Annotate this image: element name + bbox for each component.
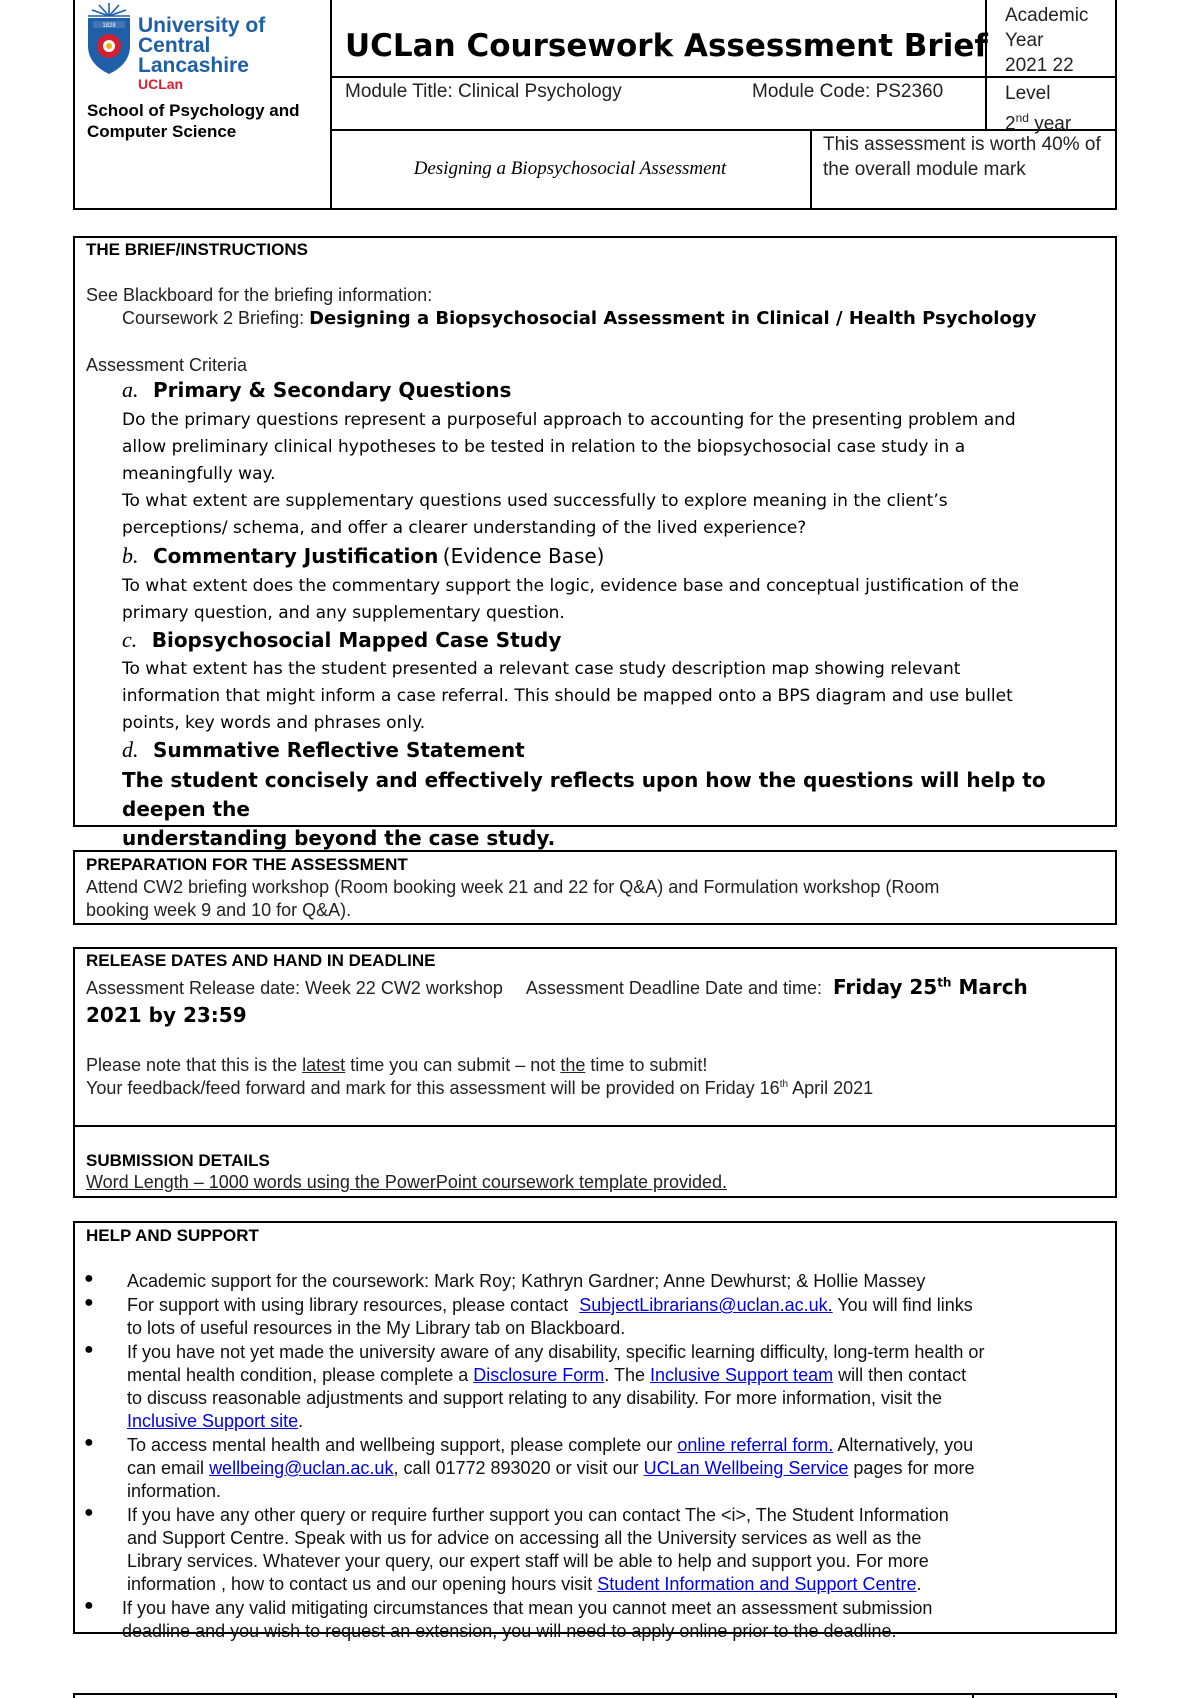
bullet-icon: ●: [84, 1597, 94, 1614]
level-suffix: year: [1034, 113, 1072, 135]
help-text: mental health condition, please complete a: [127, 1365, 469, 1385]
help-text: To access mental health and wellbeing support, please complete our: [127, 1435, 673, 1455]
help-text: You will find links: [837, 1295, 973, 1315]
preparation-line: booking week 9 and 10 for Q&A).: [86, 900, 352, 920]
next-table-border: [972, 1693, 974, 1698]
criterion-letter: b.: [122, 543, 139, 568]
criterion-line: allow preliminary clinical hypotheses to be tested in relation to the biopsychosocial case study in a: [122, 437, 966, 457]
inclusive-support-site-link[interactable]: Inclusive Support site: [127, 1411, 299, 1431]
help-heading: HELP AND SUPPORT: [86, 1226, 259, 1245]
header-divider: [330, 76, 1117, 78]
criterion-title: Biopsychosocial Mapped Case Study: [151, 628, 562, 652]
help-text: If you have any other query or require further support you can contact The <i>, The Student Information: [127, 1505, 949, 1525]
disclosure-form-link[interactable]: Disclosure Form: [473, 1365, 605, 1385]
preparation-heading: PREPARATION FOR THE ASSESSMENT: [86, 855, 408, 874]
feedback-sup: th: [779, 1079, 789, 1090]
deadline-post: March: [958, 975, 1028, 999]
header-divider: [985, 0, 987, 130]
criterion-title-extra: (Evidence Base): [442, 544, 605, 568]
academic-year: [1005, 3, 1115, 78]
logo-name-line2: Central Lancashire: [138, 34, 249, 77]
online-referral-form-link[interactable]: online referral form.: [677, 1435, 834, 1455]
criterion-line: points, key words and phrases only.: [122, 713, 426, 733]
deadline-line2: 2021 by 23:59: [86, 1003, 247, 1027]
bullet-icon: ●: [84, 1434, 94, 1451]
note-latest: latest: [302, 1055, 346, 1075]
note-text: time you can submit – not: [350, 1055, 556, 1075]
note-the: the: [560, 1055, 586, 1075]
criterion-a-heading: [122, 377, 511, 403]
criterion-title: Primary & Secondary Questions: [152, 378, 512, 402]
criterion-title: Commentary Justification: [152, 544, 439, 568]
module-code-label: Module Code:: [752, 81, 871, 102]
criterion-letter: a.: [122, 377, 139, 402]
help-text: Library services. Whatever your query, our expert staff will be able to help and support you. For more: [127, 1551, 929, 1571]
help-item: [127, 1270, 1095, 1293]
submission-heading: SUBMISSION DETAILS: [86, 1151, 270, 1170]
inclusive-support-team-link[interactable]: Inclusive Support team: [649, 1365, 834, 1385]
help-text: Alternatively, you: [837, 1435, 974, 1455]
help-item: If you have not yet made the university aware of any disability, specific learning difficulty, long-term health or mental health condition, please complete a Disclosure Form. The Inclusive Support team will then contact to discuss reasonable adjustments and support relating to any disability. For more information, visit the Inclusive Support site.: [127, 1341, 1095, 1433]
criterion-line: To what extent are supplementary questions used successfully to explore meaning in the client’s: [122, 491, 948, 511]
next-table-border: [1115, 1693, 1117, 1698]
help-item: [122, 1597, 1090, 1643]
criterion-letter: c.: [122, 627, 138, 652]
bullet-icon: ●: [84, 1504, 94, 1521]
module-code: [752, 81, 943, 103]
feedback-date: [86, 1078, 873, 1099]
deadline-label: Assessment Deadline Date and time:: [525, 978, 823, 998]
bullet-icon: ●: [84, 1270, 94, 1287]
criterion-a-body: [122, 407, 1102, 542]
criterion-title: Summative Reflective Statement: [152, 738, 525, 762]
help-text: will then contact: [838, 1365, 967, 1385]
level: [1005, 81, 1071, 136]
help-text: and Support Centre. Speak with us for advice on accessing all the University services as well as the: [127, 1528, 922, 1548]
help-text: deadline and you wish to request an extension, you will need to apply online prior to the deadline.: [122, 1621, 897, 1641]
help-text: pages for more: [853, 1458, 975, 1478]
release-divider: [73, 1125, 1117, 1127]
preparation-text: [86, 876, 1106, 922]
help-text: If you have not yet made the university aware of any disability, specific learning difficulty, long-term health or: [127, 1342, 985, 1362]
help-text: information.: [127, 1481, 222, 1501]
note-text: time to submit!: [590, 1055, 708, 1075]
deadline-sup: th: [937, 975, 952, 990]
crest-icon: [84, 2, 134, 76]
logo-short: UCLan: [138, 76, 184, 92]
see-blackboard: See Blackboard for the briefing information:: [86, 285, 433, 305]
note-text: Please note that this is the: [86, 1055, 298, 1075]
feedback-text: April 2021: [792, 1078, 874, 1098]
help-text: to lots of useful resources in the My Library tab on Blackboard.: [127, 1318, 626, 1338]
help-text: to discuss reasonable adjustments and support relating to any disability. For more information, visit the: [127, 1388, 943, 1408]
student-info-centre-link[interactable]: Student Information and Support Centre: [597, 1574, 917, 1594]
criterion-letter: d.: [122, 737, 139, 762]
level-label: Level: [1005, 83, 1051, 104]
module-title-label: Module Title:: [345, 81, 453, 102]
crest-year: 1828: [102, 23, 116, 29]
criterion-d-body: [122, 766, 1102, 853]
bullet-icon: ●: [84, 1294, 94, 1311]
help-text: can email: [127, 1458, 205, 1478]
page-title: UCLan Coursework Assessment Brief: [345, 28, 988, 64]
academic-year-label: Academic Year: [1005, 5, 1089, 51]
assessment-worth: This assessment is worth 40% of the overall module mark: [823, 134, 1101, 180]
release-heading: RELEASE DATES AND HAND IN DEADLINE: [86, 951, 436, 970]
preparation-line: Attend CW2 briefing workshop (Room booking week 21 and 22 for Q&A) and Formulation workshop (Room: [86, 877, 940, 897]
uclan-logo: [84, 2, 324, 92]
briefing-title: Designing a Biopsychosocial Assessment in Clinical / Health Psychology: [309, 308, 1037, 329]
help-text: , call 01772 893020 or visit our: [393, 1458, 639, 1478]
level-sup: nd: [1015, 111, 1029, 125]
criterion-line: perceptions/ schema, and offer a clearer understanding of the lived experience?: [122, 518, 807, 538]
help-text: If you have any valid mitigating circumstances that mean you cannot meet an assessment submission: [122, 1598, 933, 1618]
criterion-line: To what extent does the commentary support the logic, evidence base and conceptual justification of the: [122, 576, 1020, 596]
deadline-note: [86, 1055, 707, 1076]
criterion-line: primary question, and any supplementary question.: [122, 603, 565, 623]
assessment-title: Designing a Biopsychosocial Assessment: [413, 158, 727, 179]
school-name: School of Psychology and Computer Science: [87, 101, 300, 141]
help-item: [127, 1294, 1095, 1340]
wellbeing-service-link[interactable]: UCLan Wellbeing Service: [643, 1458, 849, 1478]
module-title-value: Clinical Psychology: [458, 81, 622, 102]
criterion-c-body: [122, 656, 1102, 737]
deadline-value: [833, 975, 1028, 999]
header-divider: [330, 129, 1117, 131]
help-item: [127, 1434, 1095, 1503]
criterion-b-heading: [122, 543, 604, 569]
criteria-label: Assessment Criteria: [86, 355, 248, 375]
feedback-text: Your feedback/feed forward and mark for this assessment will be provided on Friday 16: [86, 1078, 780, 1098]
module-code-value: PS2360: [875, 81, 944, 102]
level-num: 2: [1005, 113, 1016, 135]
criterion-line: understanding beyond the case study.: [122, 826, 556, 850]
help-text: information , how to contact us and our opening hours visit: [127, 1574, 593, 1594]
criterion-line: To what extent has the student presented a relevant case study description map showing relevant: [122, 659, 961, 679]
next-table-border: [73, 1693, 1117, 1695]
criterion-b-body: [122, 573, 1102, 627]
header-divider: [810, 130, 812, 210]
help-text: . The: [604, 1365, 645, 1385]
module-title: [345, 81, 622, 103]
help-text: For support with using library resources, please contact: [127, 1295, 569, 1315]
briefing-label: Coursework 2 Briefing:: [122, 308, 305, 328]
next-table-border: [73, 1693, 75, 1698]
criterion-line: meaningfully way.: [122, 464, 276, 484]
release-line: [86, 975, 1116, 999]
release-date: Assessment Release date: Week 22 CW2 workshop: [86, 978, 503, 998]
criterion-d-heading: [122, 737, 525, 763]
bullet-icon: ●: [84, 1341, 94, 1358]
help-text: Academic support for the coursework: Mark Roy; Kathryn Gardner; Anne Dewhurst; & Hollie Massey: [127, 1271, 926, 1291]
criterion-line: Do the primary questions represent a purposeful approach to accounting for the presenting problem and: [122, 410, 1016, 430]
deadline-pre: Friday 25: [833, 975, 938, 999]
academic-year-value: 2021 22: [1005, 55, 1074, 76]
logo-name-line1: University of: [138, 14, 266, 37]
help-item: If you have any other query or require further support you can contact The <i>, The Student Information and Support Centre. Speak with us for advice on accessing all the University services as well as the Library services. Whatever your query, our expert staff will be able to help and support you. For more information , how to contact us and our opening hours visit Student Information and Support Centre.: [127, 1504, 1095, 1596]
criterion-line: The student concisely and effectively reflects upon how the questions will help to deepen the: [122, 768, 1046, 821]
briefing-line: [122, 308, 1036, 329]
brief-heading: THE BRIEF/INSTRUCTIONS: [86, 240, 308, 259]
criterion-c-heading: [122, 627, 561, 653]
criterion-line: information that might inform a case referral. This should be mapped onto a BPS diagram and use bullet: [122, 686, 1013, 706]
submission-text: Word Length – 1000 words using the PowerPoint coursework template provided.: [86, 1172, 728, 1192]
librarians-email-link[interactable]: SubjectLibrarians@uclan.ac.uk.: [579, 1295, 833, 1315]
wellbeing-email-link[interactable]: wellbeing@uclan.ac.uk: [209, 1458, 394, 1478]
